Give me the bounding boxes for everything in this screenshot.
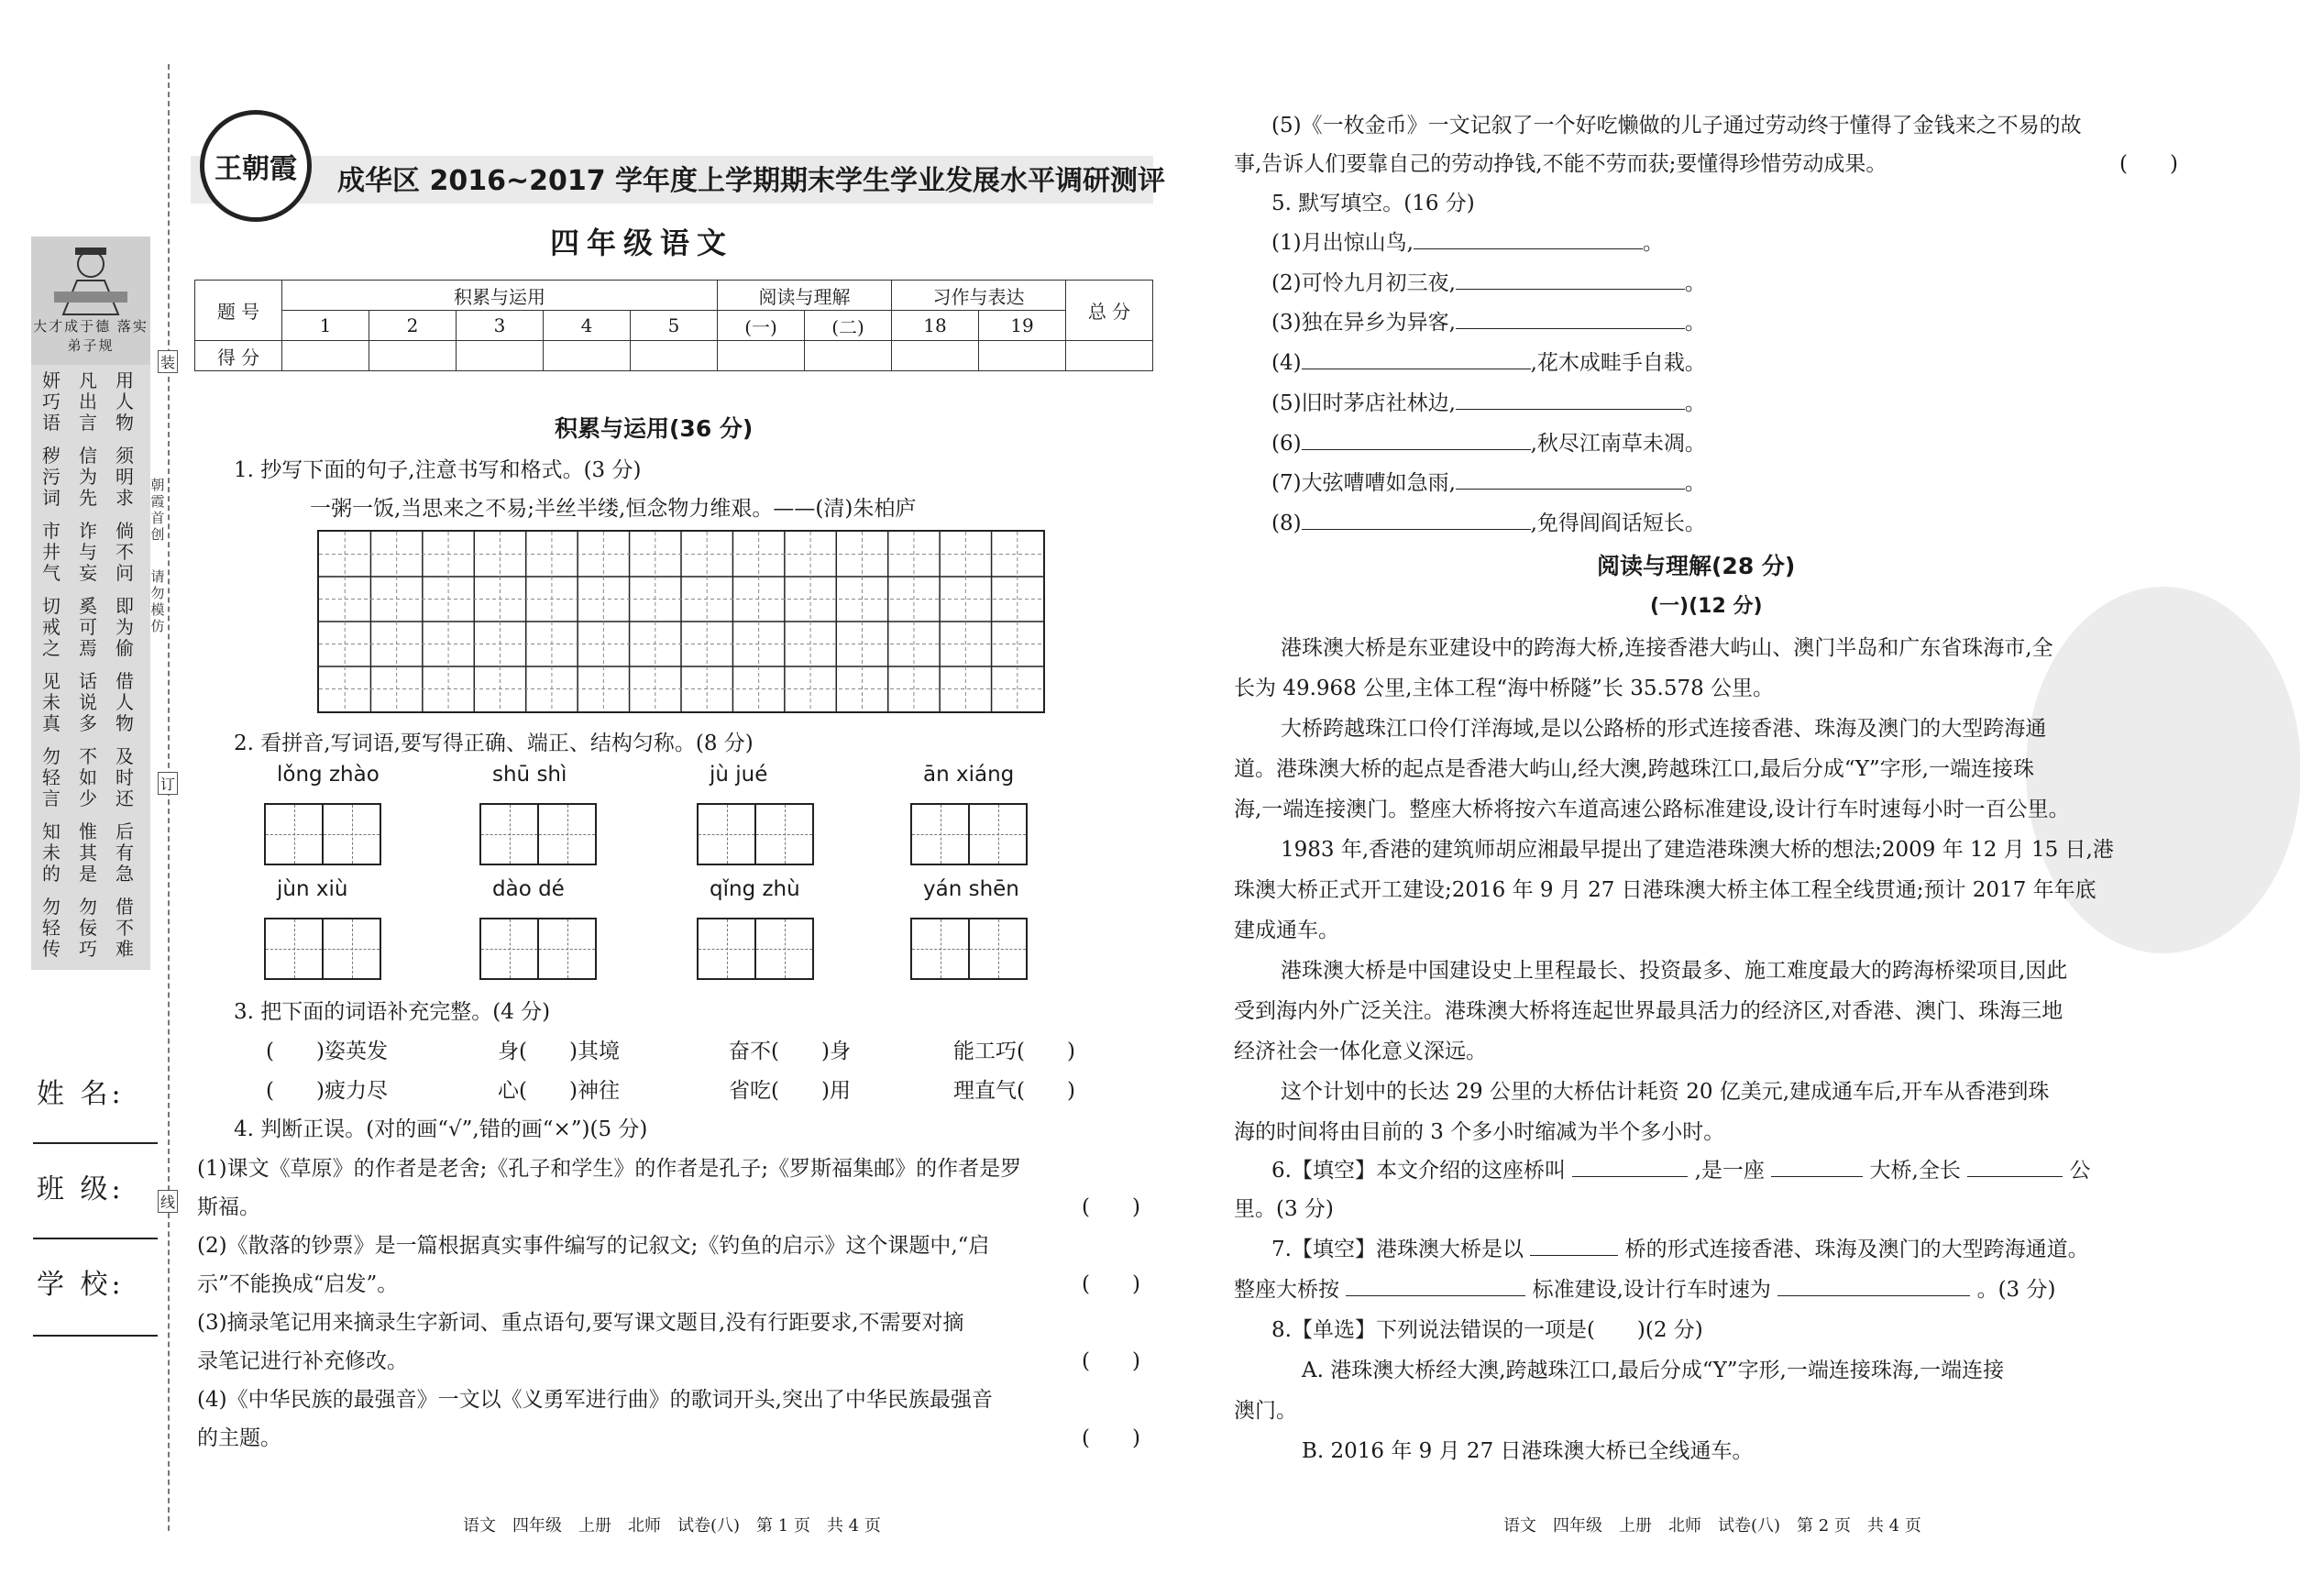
exam-title: 成华区 2016~2017 学年度上学期期末学生学业发展水平调研测评 — [337, 165, 1166, 197]
q6-blank-length[interactable] — [1967, 1158, 2063, 1177]
recitation-item — [1271, 226, 1664, 256]
motto-char: 未 — [42, 842, 61, 864]
motto-char: 为 — [79, 466, 97, 488]
recitation-blank[interactable] — [1302, 431, 1531, 450]
idiom-1-4: 能工巧( ) — [953, 1040, 1075, 1063]
motto-char: 其 — [79, 842, 97, 864]
passage-p2-line1: 大桥跨越珠江口伶仃洋海域,是以公路桥的形式连接香港、珠海及澳门的大型跨海通 — [1281, 717, 2047, 741]
motto-char: 佞 — [79, 917, 97, 939]
question-2: 2. 看拼音,写词语,要写得正确、端正、结构匀称。(8 分) — [234, 732, 754, 755]
motto-char: 凡 — [79, 369, 97, 391]
word-writing-box[interactable] — [264, 918, 381, 980]
q4-item1-line2: 斯福。 — [197, 1195, 260, 1219]
idiom-1-3: 奋不( )身 — [729, 1040, 851, 1063]
passage-p1-line2: 长为 49.968 公里,主体工程“海中桥隧”长 35.578 公里。 — [1234, 677, 1775, 700]
idiom-1-1: ( )姿英发 — [266, 1040, 388, 1063]
motto-column — [42, 521, 61, 584]
motto-char: 轻 — [42, 766, 61, 788]
idiom-2-2: 心( )神往 — [498, 1079, 620, 1103]
motto-char: 求 — [116, 487, 134, 509]
word-writing-box[interactable] — [697, 803, 814, 865]
recitation-suffix: ,秋尽江南草未凋。 — [1530, 431, 1706, 456]
pinyin-label: shū shì — [492, 763, 567, 787]
q7-text-e: 。(3 分) — [1976, 1278, 2056, 1302]
motto-column — [42, 746, 61, 809]
recitation-suffix: 。 — [1642, 231, 1664, 255]
logo-text: 王朝霞 — [215, 153, 297, 185]
recitation-blank[interactable] — [1456, 270, 1685, 290]
passage-p1-line1: 港珠澳大桥是东亚建设中的跨海大桥,连接香港大屿山、澳门半岛和广东省珠海市,全 — [1281, 636, 2053, 660]
recitation-suffix: 。 — [1684, 391, 1706, 415]
motto-char: 即 — [116, 595, 134, 617]
motto-char: 是 — [79, 863, 97, 885]
class-label: 班 级: — [37, 1173, 125, 1205]
q4-item4-line2: 的主题。 — [197, 1426, 281, 1450]
recitation-blank[interactable] — [1456, 470, 1685, 490]
idiom-2-4: 理直气( ) — [953, 1079, 1075, 1103]
score-cell[interactable] — [979, 341, 1066, 371]
score-col-1: 1 — [282, 311, 369, 341]
recitation-suffix: 。 — [1684, 311, 1706, 336]
q6-text-d: 公 — [2069, 1159, 2091, 1183]
score-cell[interactable] — [1066, 341, 1153, 371]
motto-char: 切 — [42, 595, 61, 617]
q4-item1-line1: (1)课文《草原》的作者是老舍;《孔子和学生》的作者是孔子;《罗斯福集邮》的作者是罗 — [197, 1157, 1022, 1181]
motto-column — [79, 821, 97, 885]
recitation-item — [1271, 346, 1706, 376]
passage-p2-line2: 道。港珠澳大桥的起点是香港大屿山,经大澳,跨越珠江口,最后分成“Y”字形,一端连接珠 — [1234, 757, 2034, 781]
score-cell[interactable] — [544, 341, 631, 371]
motto-column — [42, 671, 61, 734]
motto-char: 见 — [42, 670, 61, 692]
group-writing-header: 习作与表达 — [892, 281, 1066, 311]
q4-item3-line1: (3)摘录笔记用来摘录生字新词、重点语句,要写课文题目,没有行距要求,不需要对摘 — [197, 1311, 964, 1335]
score-row-header: 得 分 — [195, 341, 282, 371]
score-cell[interactable] — [457, 341, 544, 371]
recitation-suffix: ,免得闾阎话短长。 — [1530, 511, 1706, 535]
motto-char: 人 — [116, 691, 134, 713]
motto-column — [79, 521, 97, 584]
motto-char: 可 — [79, 616, 97, 638]
motto-column — [79, 671, 97, 734]
motto-char: 不 — [116, 541, 134, 563]
recitation-prompt: (1)月出惊山鸟, — [1271, 231, 1414, 255]
motto-char: 语 — [42, 412, 61, 434]
q7-line2 — [1234, 1272, 2055, 1303]
motto-char: 时 — [116, 766, 134, 788]
recitation-item — [1271, 266, 1706, 296]
pinyin-label: yán shēn — [923, 877, 1019, 901]
motto-char: 先 — [79, 487, 97, 509]
cut-mark-3: 线 — [158, 1190, 178, 1213]
recitation-prompt: (8) — [1271, 511, 1302, 535]
motto-column — [116, 446, 134, 509]
motto-char: 轻 — [42, 917, 61, 939]
char-cell[interactable] — [481, 805, 539, 864]
score-cell[interactable] — [892, 341, 979, 371]
school-label: 学 校: — [37, 1269, 125, 1301]
word-writing-box[interactable] — [910, 918, 1028, 980]
score-col-6: (一) — [718, 311, 805, 341]
score-col-7: (二) — [805, 311, 892, 341]
recitation-suffix: 。 — [1684, 270, 1706, 295]
recitation-item — [1271, 386, 1706, 416]
motto-char: 有 — [116, 842, 134, 864]
q4-item4-answer[interactable]: ( ) — [1082, 1426, 1140, 1450]
motto-char: 勿 — [79, 896, 97, 918]
motto-char: 诈 — [79, 520, 97, 542]
pinyin-label: jùn xiù — [277, 877, 348, 901]
q7-blank-form[interactable] — [1530, 1237, 1618, 1256]
score-cell[interactable] — [631, 341, 718, 371]
recitation-blank[interactable] — [1302, 511, 1531, 530]
question-7 — [1271, 1232, 2089, 1262]
passage-p5-line2: 海的时间将由目前的 3 个多小时缩减为半个多小时。 — [1234, 1120, 1725, 1144]
q7-blank-speed[interactable] — [1777, 1277, 1970, 1296]
question-8: 8.【单选】下列说法错误的一项是( )(2 分) — [1271, 1318, 1703, 1342]
motto-char: 物 — [116, 412, 134, 434]
char-cell[interactable] — [970, 919, 1026, 978]
pinyin-label: qǐng zhù — [710, 877, 800, 901]
section-accumulation-title: 积累与运用(36 分) — [555, 415, 754, 442]
score-col-9: 19 — [979, 311, 1066, 341]
motto-column — [42, 446, 61, 509]
cut-mark-1: 装 — [158, 350, 178, 373]
q6-text-a: 6.【填空】本文介绍的这座桥叫 — [1271, 1159, 1566, 1183]
scholar-figure-icon — [31, 237, 150, 319]
group-accumulation-header: 积累与运用 — [282, 281, 718, 311]
motto-char: 勿 — [42, 896, 61, 918]
char-cell[interactable] — [756, 919, 812, 978]
recitation-prompt: (3)独在异乡为异客, — [1271, 311, 1456, 336]
motto-char: 气 — [42, 562, 61, 584]
motto-top-text: 大才成于德 落实弟子规 — [33, 318, 149, 354]
motto-char: 之 — [42, 637, 61, 659]
idiom-2-1: ( )疲力尽 — [266, 1079, 388, 1103]
score-col-2: 2 — [369, 311, 457, 341]
score-cell[interactable] — [282, 341, 369, 371]
motto-char: 词 — [42, 487, 61, 509]
section-reading-title: 阅读与理解(28 分) — [1597, 553, 1796, 579]
q4-item1-answer[interactable]: ( ) — [1082, 1195, 1140, 1219]
motto-char: 巧 — [79, 938, 97, 960]
question-1: 1. 抄写下面的句子,注意书写和格式。(3 分) — [234, 458, 642, 482]
motto-column — [42, 897, 61, 960]
q6-text-c: 大桥,全长 — [1869, 1159, 1961, 1183]
pinyin-label: ān xiáng — [923, 763, 1015, 787]
motto-char: 须 — [116, 445, 134, 467]
pinyin-label: jù jué — [710, 763, 768, 787]
word-writing-box[interactable] — [479, 918, 597, 980]
publisher-logo — [200, 110, 312, 222]
char-cell[interactable] — [266, 805, 324, 864]
motto-char: 焉 — [79, 637, 97, 659]
motto-char: 多 — [79, 712, 97, 734]
cut-mark-2: 订 — [158, 772, 178, 795]
q8-option-a-line1[interactable]: A. 港珠澳大桥经大澳,跨越珠江口,最后分成“Y”字形,一端连接珠海,一端连接 — [1302, 1359, 2005, 1382]
motto-column — [42, 821, 61, 885]
recitation-item — [1271, 466, 1706, 496]
motto-column — [79, 897, 97, 960]
passage-p3-line2: 珠澳大桥正式开工建设;2016 年 9 月 27 日港珠澳大桥主体工程全线贯通;预计 2017 年年底 — [1234, 878, 2096, 902]
motto-char: 为 — [116, 616, 134, 638]
passage-p3-line1: 1983 年,香港的建筑师胡应湘最早提出了建造港珠澳大桥的想法;2009 年 12 月 15 日,港 — [1281, 838, 2114, 862]
motto-char: 说 — [79, 691, 97, 713]
motto-char: 秽 — [42, 445, 61, 467]
q4-item5-line1: (5)《一枚金币》一文记叙了一个好吃懒做的儿子通过劳动终于懂得了金钱来之不易的故 — [1271, 114, 2082, 138]
recitation-prompt: (5)旧时茅店社林边, — [1271, 391, 1456, 415]
motto-char: 明 — [116, 466, 134, 488]
motto-column — [79, 746, 97, 809]
q8-option-a-line2[interactable]: 澳门。 — [1234, 1399, 1297, 1423]
motto-char: 勿 — [42, 745, 61, 767]
word-writing-box[interactable] — [697, 918, 814, 980]
motto-column — [42, 596, 61, 659]
motto-char: 传 — [42, 938, 61, 960]
q4-item3-line2: 录笔记进行补充修改。 — [197, 1349, 408, 1373]
motto-char: 少 — [79, 787, 97, 809]
q7-text-d: 标准建设,设计行车时速为 — [1532, 1278, 1771, 1302]
q7-text-b: 桥的形式连接香港、珠海及澳门的大型跨海通道。 — [1624, 1238, 2089, 1261]
motto-char: 后 — [116, 820, 134, 842]
score-cell[interactable] — [805, 341, 892, 371]
name-label: 姓 名: — [37, 1078, 125, 1110]
idiom-2-3: 省吃( )用 — [729, 1079, 851, 1103]
motto-char: 巧 — [42, 391, 61, 413]
recitation-suffix: 。 — [1684, 471, 1706, 496]
motto-char: 妄 — [79, 562, 97, 584]
motto-column — [116, 671, 134, 734]
word-writing-box[interactable] — [264, 803, 381, 865]
q7-blank-standard[interactable] — [1346, 1277, 1525, 1296]
passage-p5-line1: 这个计划中的长达 29 公里的大桥估计耗资 20 亿美元,建成通车后,开车从香港到珠 — [1281, 1080, 2050, 1104]
motto-char: 不 — [79, 745, 97, 767]
group-reading-header: 阅读与理解 — [718, 281, 892, 311]
question-5: 5. 默写填空。(16 分) — [1271, 192, 1475, 215]
char-cell[interactable] — [970, 805, 1026, 864]
motto-char: 难 — [116, 938, 134, 960]
q7-text-c: 整座大桥按 — [1234, 1278, 1339, 1302]
motto-char: 倘 — [116, 520, 134, 542]
char-cell[interactable] — [912, 919, 970, 978]
recitation-prompt: (6) — [1271, 431, 1302, 456]
recitation-prompt: (2)可怜九月初三夜, — [1271, 270, 1456, 295]
score-col-4: 4 — [544, 311, 631, 341]
motto-char: 妍 — [42, 369, 61, 391]
recitation-prompt: (4) — [1271, 351, 1302, 376]
class-field[interactable] — [33, 1238, 158, 1239]
q4-item3-answer[interactable]: ( ) — [1082, 1349, 1140, 1373]
motto-char: 话 — [79, 670, 97, 692]
q6-text-b: ,是一座 — [1694, 1159, 1765, 1183]
score-col-8: 18 — [892, 311, 979, 341]
passage-p2-line3: 海,一端连接澳门。整座大桥将按六车道高速公路标准建设,设计行车时速每小时一百公里。 — [1234, 798, 2070, 821]
char-cell[interactable] — [539, 919, 595, 978]
total-score-header: 总 分 — [1066, 281, 1153, 341]
question-3: 3. 把下面的词语补充完整。(4 分) — [234, 1000, 551, 1024]
motto-char: 惟 — [79, 820, 97, 842]
question-1-quote: 一粥一饭,当思来之不易;半丝半缕,恒念物力维艰。——(清)朱柏庐 — [310, 497, 917, 521]
char-cell[interactable] — [324, 919, 380, 978]
q4-item5-answer[interactable]: ( ) — [2119, 152, 2178, 176]
score-cell[interactable] — [369, 341, 457, 371]
score-table — [194, 280, 1153, 371]
recitation-blank[interactable] — [1456, 310, 1685, 329]
motto-column — [116, 596, 134, 659]
motto-char: 人 — [116, 391, 134, 413]
char-cell[interactable] — [266, 919, 324, 978]
recitation-item — [1271, 305, 1706, 336]
motto-char: 言 — [42, 787, 61, 809]
word-writing-box[interactable] — [479, 803, 597, 865]
motto-char: 信 — [79, 445, 97, 467]
word-writing-box[interactable] — [910, 803, 1028, 865]
q4-item2-answer[interactable]: ( ) — [1082, 1272, 1140, 1296]
char-cell[interactable] — [912, 805, 970, 864]
motto-char: 的 — [42, 863, 61, 885]
motto-char: 用 — [116, 369, 134, 391]
motto-column — [116, 897, 134, 960]
right-page-footer: 语文 四年级 上册 北师 试卷(八) 第 2 页 共 4 页 — [1503, 1516, 1921, 1535]
q4-item5-line2: 事,告诉人们要靠自己的劳动挣钱,不能不劳而获;要懂得珍惜劳动成果。 — [1234, 152, 1887, 176]
motto-column — [116, 821, 134, 885]
name-field[interactable] — [33, 1142, 158, 1144]
motto-char: 与 — [79, 541, 97, 563]
motto-char: 及 — [116, 745, 134, 767]
motto-char: 市 — [42, 520, 61, 542]
recitation-item — [1271, 506, 1706, 536]
q6-line2: 里。(3 分) — [1234, 1197, 1334, 1221]
recitation-prompt: (7)大弦嘈嘈如急雨, — [1271, 471, 1456, 496]
motto-char: 问 — [116, 562, 134, 584]
pinyin-label: dào dé — [492, 877, 565, 901]
motto-char: 如 — [79, 766, 97, 788]
q4-item2-line1: (2)《散落的钞票》是一篇根据真实事件编写的记叙文;《钓鱼的启示》这个课题中,“启 — [197, 1234, 990, 1258]
motto-char: 污 — [42, 466, 61, 488]
q4-item4-line1: (4)《中华民族的最强音》一文以《义勇军进行曲》的歌词开头,突出了中华民族最强音 — [197, 1388, 993, 1412]
score-col-5: 5 — [631, 311, 718, 341]
reading-part-1-title: (一)(12 分) — [1650, 595, 1763, 618]
motto-char: 知 — [42, 820, 61, 842]
char-cell[interactable] — [756, 805, 812, 864]
q6-blank-type[interactable] — [1771, 1158, 1863, 1177]
motto-column — [116, 521, 134, 584]
school-field[interactable] — [33, 1335, 158, 1337]
score-cell[interactable] — [718, 341, 805, 371]
vertical-note-second: 请勿模仿 — [150, 568, 165, 634]
motto-column — [116, 370, 134, 434]
q6-blank-name[interactable] — [1572, 1158, 1688, 1177]
copy-writing-grid[interactable] — [317, 530, 1045, 713]
motto-char: 未 — [42, 691, 61, 713]
pinyin-label: lǒng zhào — [277, 763, 380, 787]
question-6 — [1271, 1153, 2090, 1183]
motto-char: 出 — [79, 391, 97, 413]
passage-p4-line1: 港珠澳大桥是中国建设史上里程最长、投资最多、施工难度最大的跨海桥梁项目,因此 — [1281, 959, 2068, 983]
q8-option-b[interactable]: B. 2016 年 9 月 27 日港珠澳大桥已全线通车。 — [1302, 1439, 1754, 1463]
motto-column — [79, 446, 97, 509]
score-col-3: 3 — [457, 311, 544, 341]
motto-char: 戒 — [42, 616, 61, 638]
motto-column — [79, 370, 97, 434]
exam-subtitle: 四年级语文 — [550, 226, 734, 260]
q7-text-a: 7.【填空】港珠澳大桥是以 — [1271, 1238, 1524, 1261]
recitation-blank[interactable] — [1302, 350, 1531, 369]
char-cell[interactable] — [539, 805, 595, 864]
recitation-item — [1271, 426, 1706, 457]
char-cell[interactable] — [699, 805, 756, 864]
left-page-footer: 语文 四年级 上册 北师 试卷(八) 第 1 页 共 4 页 — [463, 1516, 881, 1535]
char-cell[interactable] — [324, 805, 380, 864]
motto-char: 奚 — [79, 595, 97, 617]
motto-column — [116, 746, 134, 809]
motto-char: 偷 — [116, 637, 134, 659]
motto-char: 借 — [116, 670, 134, 692]
motto-char: 不 — [116, 917, 134, 939]
recitation-suffix: ,花木成畦手自栽。 — [1530, 351, 1706, 376]
motto-char: 言 — [79, 412, 97, 434]
q4-item2-line2: 示”不能换成“启发”。 — [197, 1272, 399, 1296]
question-4: 4. 判断正误。(对的画“√”,错的画“×”)(5 分) — [234, 1117, 648, 1141]
passage-p3-line3: 建成通车。 — [1234, 919, 1339, 942]
motto-char: 真 — [42, 712, 61, 734]
motto-char: 借 — [116, 896, 134, 918]
motto-char: 急 — [116, 863, 134, 885]
passage-p4-line2: 受到海内外广泛关注。港珠澳大桥将连起世界最具活力的经济区,对香港、澳门、珠海三地 — [1234, 999, 2063, 1023]
motto-char: 还 — [116, 787, 134, 809]
fold-line — [168, 64, 170, 1531]
vertical-note-first: 朝霞首创 — [150, 477, 165, 543]
motto-column — [79, 596, 97, 659]
recitation-blank[interactable] — [1414, 230, 1643, 249]
motto-column — [42, 370, 61, 434]
char-cell[interactable] — [481, 919, 539, 978]
motto-char: 物 — [116, 712, 134, 734]
motto-char: 井 — [42, 541, 61, 563]
passage-p4-line3: 经济社会一体化意义深远。 — [1234, 1040, 1487, 1063]
char-cell[interactable] — [699, 919, 756, 978]
idiom-1-2: 身( )其境 — [498, 1040, 620, 1063]
recitation-blank[interactable] — [1456, 391, 1685, 410]
question-number-header: 题 号 — [195, 281, 282, 341]
